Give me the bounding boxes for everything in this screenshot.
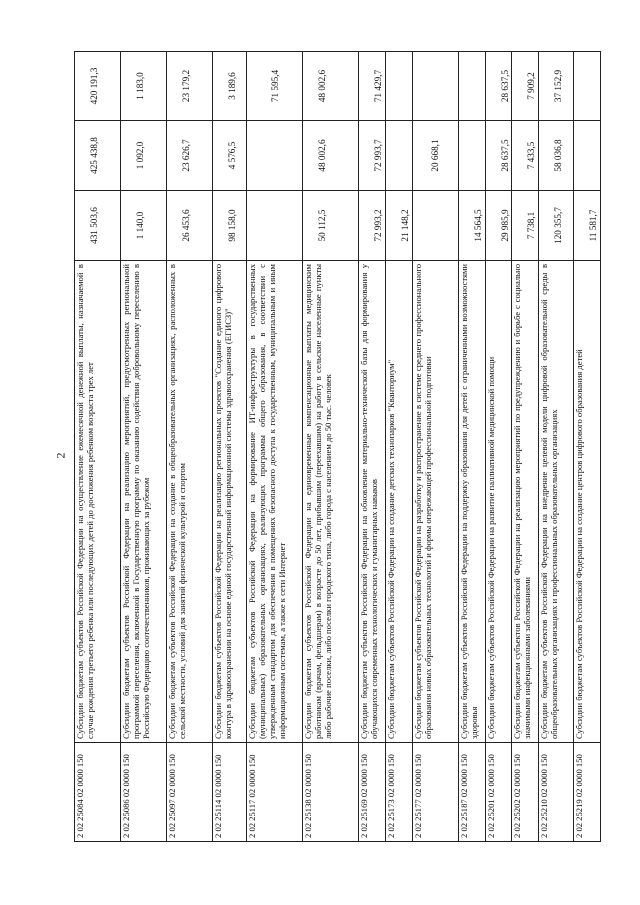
budget-code-cell: 2 02 25187 02 0000 150 xyxy=(459,743,486,842)
description-cell: Субсидии бюджетам субъектов Российской Федерации на формирование ИТ-инфраструктуры в государственных (муниципальных) образовательных организациях, реализующих программы общего образования, в соответствии с утвержденным стандартом для обеспечения в помещениях безопасного доступа к государственным, муниципальным и иным информационным системам, а также к сети Интернет xyxy=(247,261,303,743)
amount-2022-cell xyxy=(574,52,601,121)
table-row xyxy=(412,52,458,842)
description-cell: Субсидии бюджетам субъектов Российской Федерации на единовременные компенсационные выплаты медицинским работникам (врачам, фельдшерам) в возрасте до 50 лет, прибывшим (переехавшим) на работу в сельские населенные пункты либо рабочие поселки, либо поселки городского типа, либо города с населением до 50 тыс. человек xyxy=(303,261,359,743)
table-row xyxy=(167,52,213,842)
amount-2022-cell: 420 191,3 xyxy=(75,52,121,121)
description-cell: Субсидии бюджетам субъектов Российской Федерации на развитие паллиативной медицинской помощи xyxy=(485,261,512,743)
budget-code-cell: 2 02 25097 02 0000 150 xyxy=(167,743,213,842)
amount-2020-cell: 72 993,2 xyxy=(359,191,386,261)
table-row xyxy=(485,52,512,842)
amount-2020-cell: 26 453,6 xyxy=(167,191,213,261)
amount-2020-cell: 431 503,6 xyxy=(75,191,121,261)
budget-code-cell: 2 02 25177 02 0000 150 xyxy=(412,743,458,842)
budget-code-cell: 2 02 25202 02 0000 150 xyxy=(512,743,539,842)
table-row xyxy=(574,52,601,842)
amount-2022-cell: 48 002,6 xyxy=(303,52,359,121)
description-cell: Субсидии бюджетам субъектов Российской Федерации на создание в общеобразовательных организациях, расположенных в сельской местности, условий для занятий физической культурой и спортом xyxy=(167,261,213,743)
amount-2022-cell: 71 595,4 xyxy=(247,52,303,121)
amount-2022-cell xyxy=(459,52,486,121)
amount-2021-cell xyxy=(459,121,486,191)
amount-2021-cell xyxy=(247,121,303,191)
table-row xyxy=(303,52,359,842)
budget-code-cell: 2 02 25169 02 0000 150 xyxy=(359,743,386,842)
description-cell: Субсидии бюджетам субъектов Российской Федерации на реализацию региональных проектов "Создание единого цифрового контура в здравоохранении на основе единой государственной информационной системы здравоохранения (ЕГИСЗ)" xyxy=(213,261,247,743)
budget-code-cell: 2 02 25138 02 0000 150 xyxy=(303,743,359,842)
amount-2020-cell: 1 140,0 xyxy=(121,191,167,261)
amount-2021-cell: 1 092,0 xyxy=(121,121,167,191)
amount-2020-cell: 98 158,0 xyxy=(213,191,247,261)
amount-2022-cell: 3 189,6 xyxy=(213,52,247,121)
budget-code-cell: 2 02 25219 02 0000 150 xyxy=(574,743,601,842)
amount-2021-cell: 72 993,7 xyxy=(359,121,386,191)
amount-2022-cell: 71 429,7 xyxy=(359,52,386,121)
amount-2021-cell xyxy=(386,121,413,191)
table-row xyxy=(75,52,121,842)
table-body xyxy=(75,52,601,842)
description-cell: Субсидии бюджетам субъектов Российской Федерации на внедрение целевой модели цифровой образовательной среды в общеобразовательных организациях и профессиональных образовательных организациях xyxy=(539,261,574,743)
amount-2021-cell: 4 576,5 xyxy=(213,121,247,191)
table-row xyxy=(539,52,574,842)
table-row xyxy=(213,52,247,842)
amount-2021-cell: 48 002,6 xyxy=(303,121,359,191)
rotated-table-wrapper xyxy=(74,52,601,842)
amount-2021-cell: 58 036,8 xyxy=(539,121,574,191)
table-row xyxy=(459,52,486,842)
amount-2022-cell: 37 152,9 xyxy=(539,52,574,121)
amount-2020-cell: 11 581,7 xyxy=(574,191,601,261)
amount-2022-cell: 28 637,5 xyxy=(485,52,512,121)
amount-2020-cell xyxy=(247,191,303,261)
amount-2021-cell: 425 438,8 xyxy=(75,121,121,191)
description-cell: Субсидии бюджетам субъектов Российской Федерации на создание детских технопарков "Кванториум" xyxy=(386,261,413,743)
description-cell: Субсидии бюджетам субъектов Российской Федерации на поддержку образования для детей с ограниченными возможностями здоровья xyxy=(459,261,486,743)
amount-2022-cell xyxy=(412,52,458,121)
amount-2021-cell: 7 433,5 xyxy=(512,121,539,191)
budget-code-cell: 2 02 25084 02 0000 150 xyxy=(75,743,121,842)
budget-code-cell: 2 02 25201 02 0000 150 xyxy=(485,743,512,842)
amount-2020-cell: 14 564,5 xyxy=(459,191,486,261)
description-cell: Субсидии бюджетам субъектов Российской Федерации на обновление материально-технической базы для формирования у обучающихся современных технологических и гуманитарных навыков xyxy=(359,261,386,743)
page-number: 2 xyxy=(53,452,68,458)
amount-2021-cell xyxy=(574,121,601,191)
budget-code-cell: 2 02 25114 02 0000 150 xyxy=(213,743,247,842)
budget-code-cell: 2 02 25086 02 0000 150 xyxy=(121,743,167,842)
amount-2022-cell: 23 179,2 xyxy=(167,52,213,121)
description-cell: Субсидии бюджетам субъектов Российской Федерации на реализацию мероприятий, предусмотренных региональной программой переселения, включенной в Государственную программу по оказанию содействия добровольному переселению в Российскую Федерацию соотечественников, проживающих за рубежом xyxy=(121,261,167,743)
amount-2022-cell: 7 909,2 xyxy=(512,52,539,121)
description-cell: Субсидии бюджетам субъектов Российской Федерации на реализацию мероприятий по предупреждению и борьбе с социально значимыми инфекционными заболеваниями xyxy=(512,261,539,743)
table-row xyxy=(386,52,413,842)
amount-2022-cell xyxy=(386,52,413,121)
amount-2020-cell: 29 985,9 xyxy=(485,191,512,261)
table-row xyxy=(359,52,386,842)
budget-code-cell: 2 02 25173 02 0000 150 xyxy=(386,743,413,842)
amount-2021-cell: 20 668,1 xyxy=(412,121,458,191)
description-cell: Субсидии бюджетам субъектов Российской Федерации на разработку и распространение в системе среднего профессионального образования новых образовательных технологий и формы опережающей профессиональной подготовки xyxy=(412,261,458,743)
description-cell: Субсидии бюджетам субъектов Российской Федерации на осуществление ежемесячной денежной выплаты, назначаемой в случае рождения третьего ребенка или последующих детей до достижения ребенком возраста трех лет xyxy=(75,261,121,743)
amount-2020-cell xyxy=(412,191,458,261)
amount-2022-cell: 1 183,0 xyxy=(121,52,167,121)
description-cell: Субсидии бюджетам субъектов Российской Федерации на создание центров цифрового образования детей xyxy=(574,261,601,743)
table-row xyxy=(512,52,539,842)
budget-code-cell: 2 02 25117 02 0000 150 xyxy=(247,743,303,842)
amount-2020-cell: 21 148,2 xyxy=(386,191,413,261)
amount-2020-cell: 7 738,1 xyxy=(512,191,539,261)
amount-2021-cell: 23 626,7 xyxy=(167,121,213,191)
amount-2020-cell: 120 355,7 xyxy=(539,191,574,261)
table-row xyxy=(247,52,303,842)
budget-code-cell: 2 02 25210 02 0000 150 xyxy=(539,743,574,842)
amount-2021-cell: 28 637,5 xyxy=(485,121,512,191)
table-row xyxy=(121,52,167,842)
amount-2020-cell: 50 112,5 xyxy=(303,191,359,261)
subsidies-table xyxy=(74,51,601,842)
